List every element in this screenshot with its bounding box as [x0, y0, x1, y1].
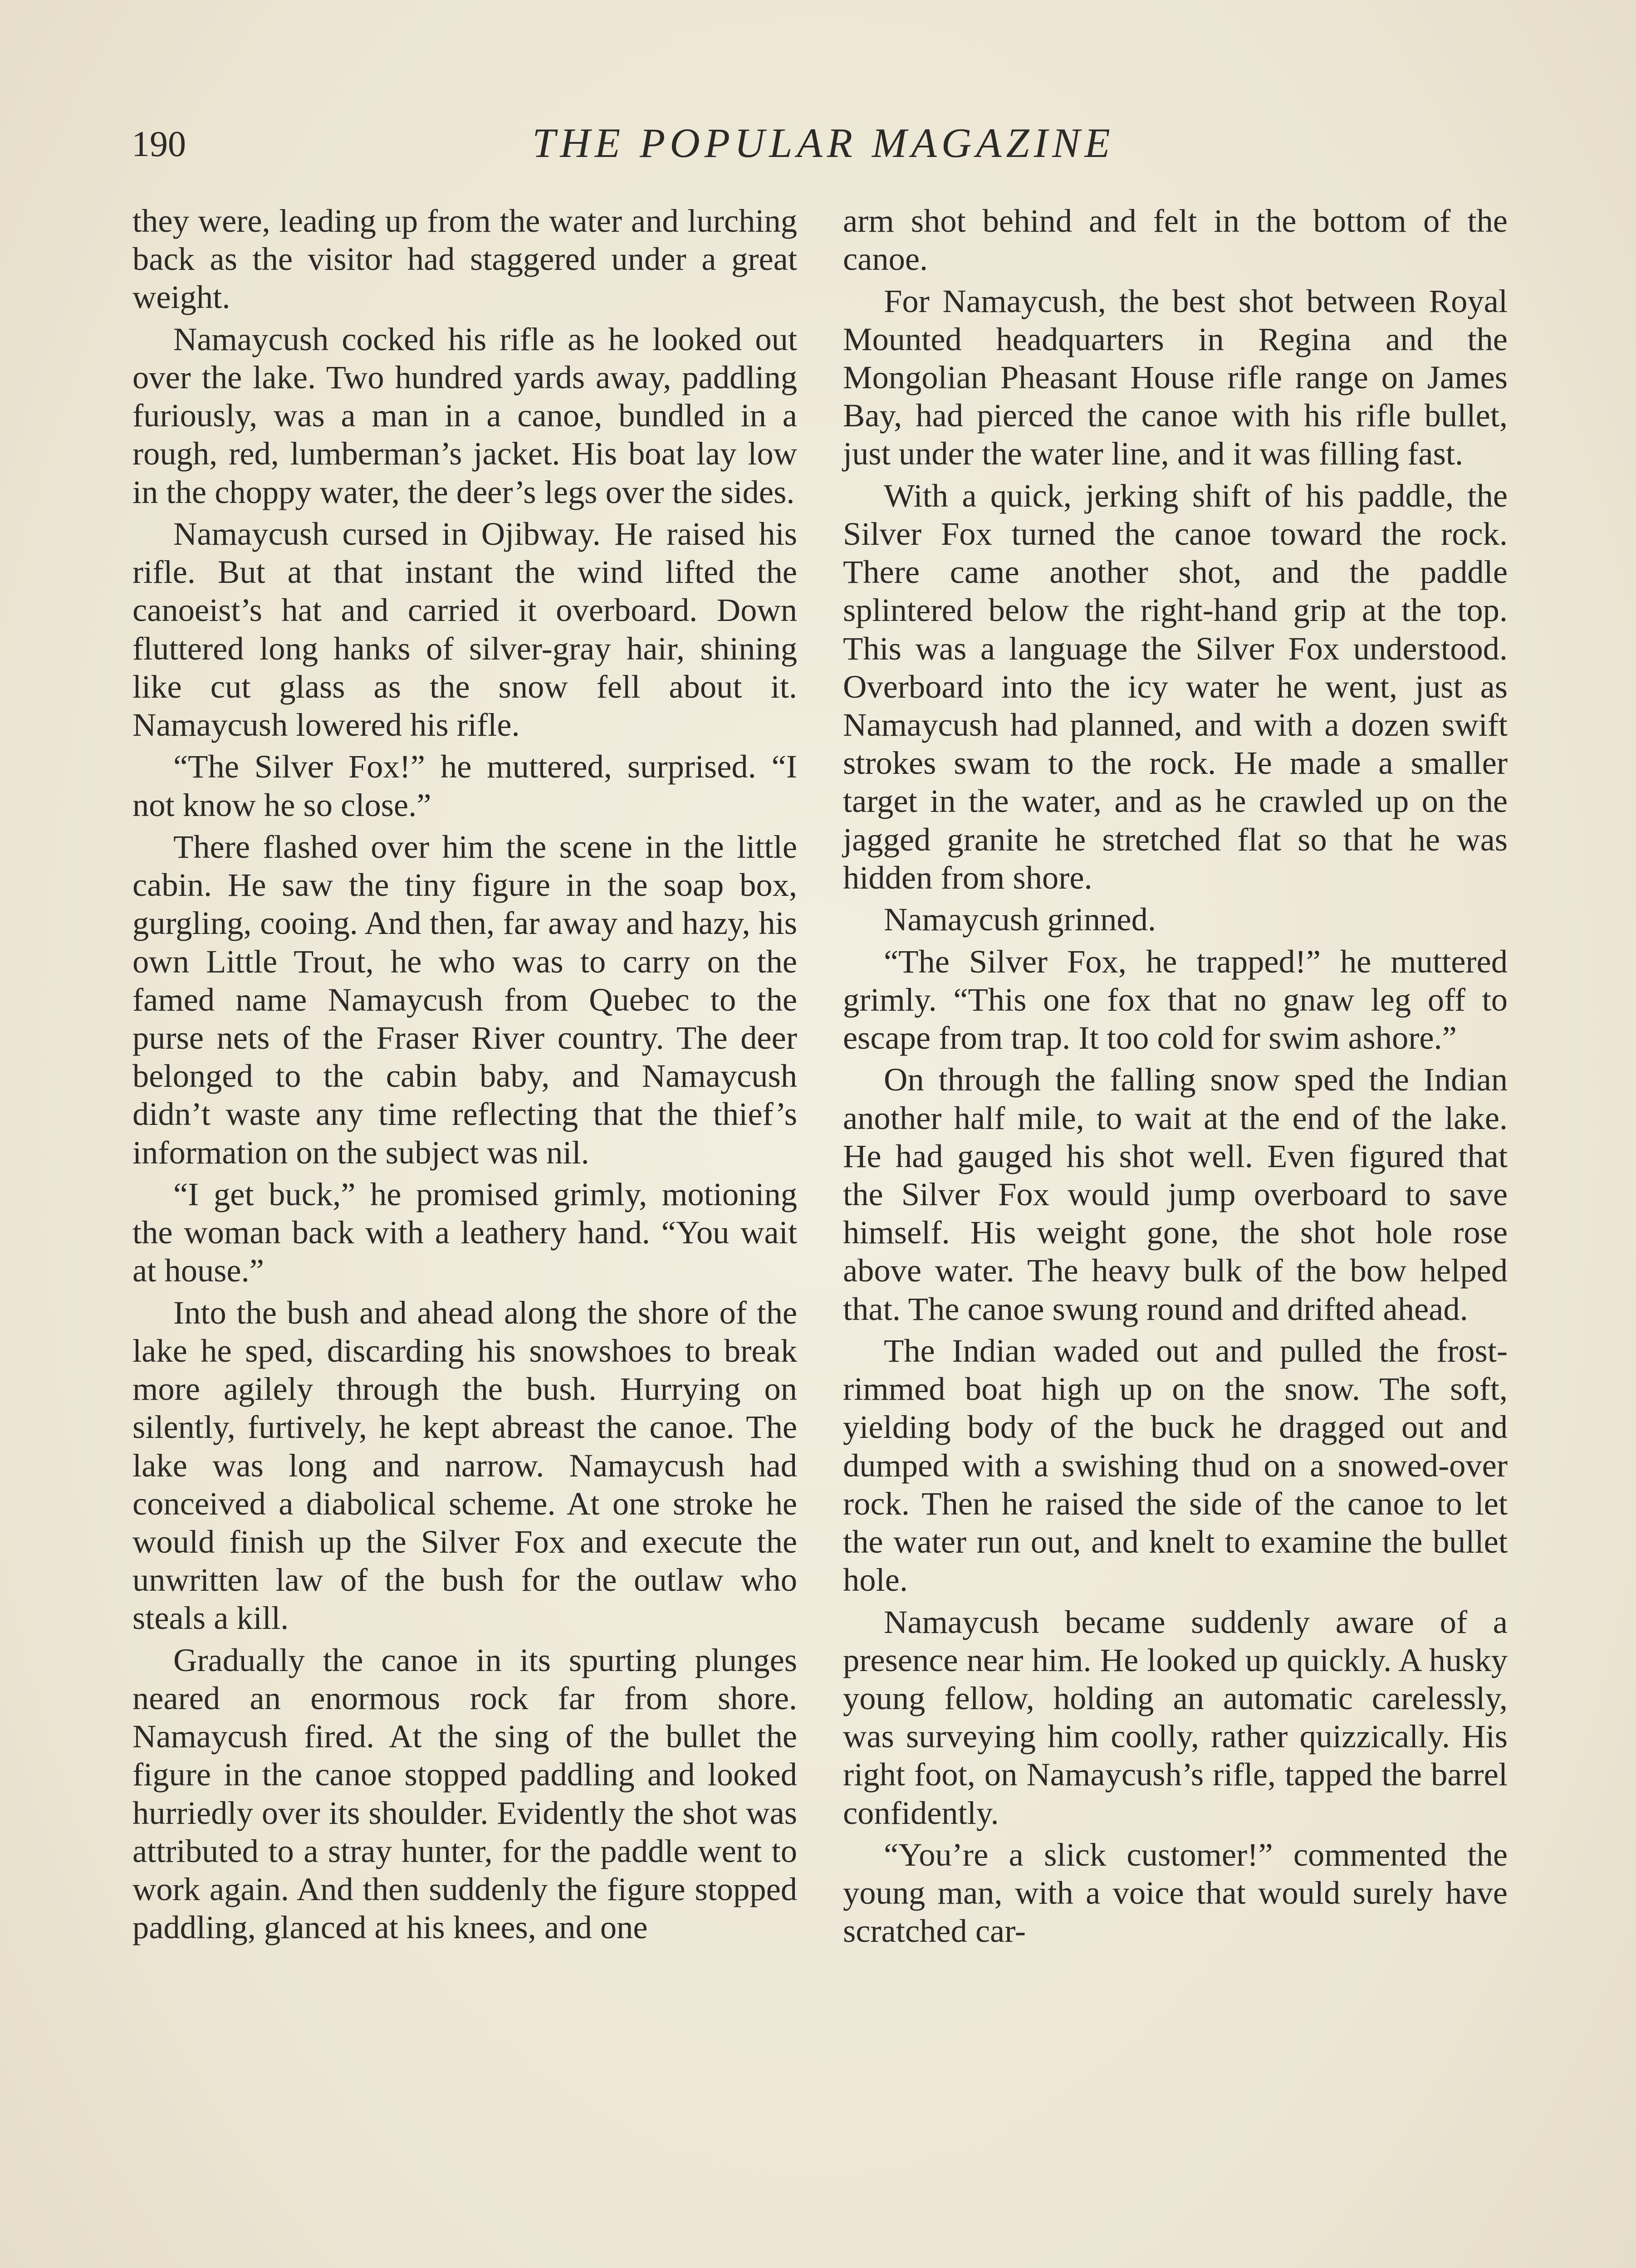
paragraph: arm shot behind and felt in the bottom of the canoe.	[843, 202, 1508, 278]
paragraph: “The Silver Fox!” he muttered, surprised. “I not know he so close.”	[132, 748, 797, 823]
paragraph: Namaycush cocked his rifle as he looked out over the lake. Two hundred yards away, paddling furiously, was a man in a canoe, bundled in a rough, red, lumberman’s jacket. His boat lay low in the choppy water, the deer’s legs over the sides.	[132, 320, 797, 510]
paragraph: There flashed over him the scene in the little cabin. He saw the tiny figure in the soap box, gurgling, cooing. And then, far away and hazy, his own Little Trout, he who was to carry on the famed name Namaycush from Quebec to the purse nets of the Fraser River country. The deer belonged to the cabin baby, and Namaycush didn’t waste any time reflecting that the thief’s information on the subject was nil.	[132, 828, 797, 1171]
paragraph: Namaycush cursed in Ojibway. He raised his rifle. But at that instant the wind lifted the canoeist’s hat and carried it overboard. Down fluttered long hanks of silver-gray hair, shining like cut glass as the snow fell about it. Namaycush lowered his rifle.	[132, 515, 797, 743]
paragraph: “You’re a slick customer!” commented the young man, with a voice that would surely have scratched car-	[843, 1836, 1508, 1950]
left-column	[132, 202, 797, 1950]
paragraph: On through the falling snow sped the Indian another half mile, to wait at the end of the lake. He had gauged his shot well. Even figured that the Silver Fox would jump overboard to save himself. His weight gone, the shot hole rose above water. The heavy bulk of the bow helped that. The canoe swung round and drifted ahead.	[843, 1061, 1508, 1327]
paragraph: Namaycush became suddenly aware of a presence near him. He looked up quickly. A husky young fellow, holding an automatic carelessly, was surveying him coolly, rather quizzically. His right foot, on Namaycush’s rifle, tapped the barrel confidently.	[843, 1603, 1508, 1831]
paragraph: they were, leading up from the water and lurching back as the visitor had staggered under a great weight.	[132, 202, 797, 316]
paragraph: Namaycush grinned.	[884, 901, 1156, 938]
paragraph: “The Silver Fox, he trapped!” he muttered grimly. “This one fox that no gnaw leg off to escape from trap. It too cold for swim ashore.”	[843, 943, 1508, 1056]
paragraph: “I get buck,” he promised grimly, motioning the woman back with a leathery hand. “You wait at house.”	[132, 1176, 797, 1289]
paragraph: Into the bush and ahead along the shore of the lake he sped, discarding his snowshoes to break more agilely through the bush. Hurrying on silently, furtively, he kept abreast the canoe. The lake was long and narrow. Namaycush had conceived a diabolical scheme. At one stroke he would finish up the Silver Fox and execute the unwritten law of the bush for the outlaw who steals a kill.	[132, 1294, 797, 1637]
right-column	[843, 202, 1508, 1954]
page-header	[132, 113, 1515, 177]
paragraph: For Namaycush, the best shot between Royal Mounted headquarters in Regina and the Mongolian Pheasant House rifle range on James Bay, had pierced the canoe with his rifle bullet, just under the water line, and it was filling fast.	[843, 282, 1508, 472]
page-number: 190	[132, 124, 186, 164]
paragraph: Gradually the canoe in its spurting plunges neared an enormous rock far from shore. Namaycush fired. At the sing of the bullet the figure in the canoe stopped paddling and looked hurriedly over its shoulder. Evidently the shot was attributed to a stray hunter, for the paddle went to work again. And then suddenly the figure stopped paddling, glanced at his knees, and one	[132, 1641, 797, 1946]
paragraph: The Indian waded out and pulled the frost-rimmed boat high up on the snow. The soft, yielding body of the buck he dragged out and dumped with a swishing thud on a snowed-over rock. Then he raised the side of the canoe to let the water run out, and knelt to examine the bullet hole.	[843, 1332, 1508, 1598]
running-title: THE POPULAR MAGAZINE	[532, 120, 1115, 166]
paragraph: With a quick, jerking shift of his paddle, the Silver Fox turned the canoe toward the rock. There came another shot, and the paddle splintered below the right-hand grip at the top. This was a language the Silver Fox understood. Overboard into the icy water he went, just as Namaycush had planned, and with a dozen swift strokes swam to the rock. He made a smaller target in the water, and as he crawled up on the jagged granite he stretched flat so that he was hidden from shore.	[843, 477, 1508, 896]
